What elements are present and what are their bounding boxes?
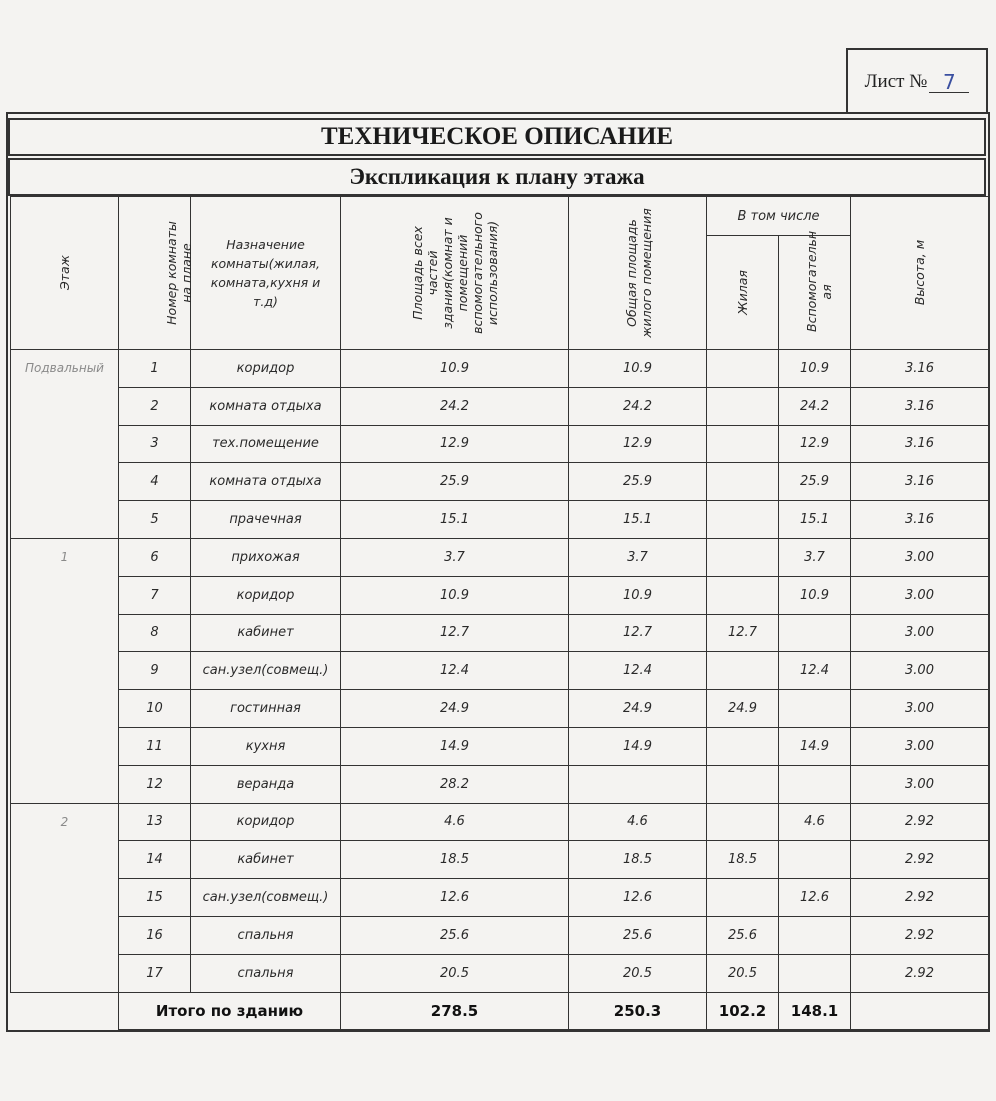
aux-area-cell: [779, 954, 851, 992]
table-row: [11, 463, 989, 501]
table-row: [11, 576, 989, 614]
totals-label: Итого по зданию: [119, 992, 341, 1030]
table-row: [11, 614, 989, 652]
height-cell: 2.92: [851, 916, 989, 954]
table-row: [11, 690, 989, 728]
floor-cell: [11, 954, 119, 992]
living-total-cell: 18.5: [569, 841, 707, 879]
room-purpose-cell: веранда: [191, 765, 341, 803]
height-cell: 3.00: [851, 652, 989, 690]
table-row: [11, 765, 989, 803]
living-area-cell: [707, 350, 779, 388]
header-including: В том числе: [707, 197, 851, 236]
header-living: Жилая: [707, 236, 779, 350]
aux-area-cell: [779, 614, 851, 652]
aux-area-cell: 15.1: [779, 501, 851, 539]
header-auxiliary: Вспомогательн ая: [779, 236, 851, 350]
room-number-cell: 5: [119, 501, 191, 539]
room-purpose-cell: коридор: [191, 803, 341, 841]
sheet-label: Лист №: [864, 71, 928, 92]
aux-area-cell: [779, 765, 851, 803]
height-cell: 3.16: [851, 463, 989, 501]
room-purpose-cell: комната отдыха: [191, 463, 341, 501]
room-number-cell: 15: [119, 879, 191, 917]
total-area-cell: 12.9: [341, 425, 569, 463]
total-area-cell: 3.7: [341, 538, 569, 576]
table-row: [11, 425, 989, 463]
room-purpose-cell: кухня: [191, 727, 341, 765]
living-total-cell: 4.6: [569, 803, 707, 841]
floor-cell: [11, 690, 119, 728]
floor-cell: [11, 576, 119, 614]
header-height: Высота, м: [851, 197, 989, 350]
table-row: [11, 727, 989, 765]
living-total-cell: 24.9: [569, 690, 707, 728]
floor-cell: [11, 425, 119, 463]
height-cell: 3.00: [851, 727, 989, 765]
living-total-cell: 12.7: [569, 614, 707, 652]
living-total-cell: [569, 765, 707, 803]
totals-living: 102.2: [707, 992, 779, 1030]
living-total-cell: 15.1: [569, 501, 707, 539]
table-row: [11, 538, 989, 576]
table-row: [11, 652, 989, 690]
totals-aux: 148.1: [779, 992, 851, 1030]
height-cell: 2.92: [851, 803, 989, 841]
floor-cell: 2: [11, 803, 119, 841]
floor-cell: [11, 841, 119, 879]
room-number-cell: 7: [119, 576, 191, 614]
aux-area-cell: 4.6: [779, 803, 851, 841]
living-area-cell: 25.6: [707, 916, 779, 954]
room-purpose-cell: сан.узел(совмещ.): [191, 879, 341, 917]
aux-area-cell: 12.9: [779, 425, 851, 463]
total-area-cell: 18.5: [341, 841, 569, 879]
floor-cell: [11, 765, 119, 803]
aux-area-cell: 24.2: [779, 387, 851, 425]
living-total-cell: 12.4: [569, 652, 707, 690]
floor-cell: Подвальный: [11, 350, 119, 388]
total-area-cell: 12.7: [341, 614, 569, 652]
document-title: ТЕХНИЧЕСКОЕ ОПИСАНИЕ: [8, 118, 986, 156]
living-total-cell: 12.9: [569, 425, 707, 463]
totals-living-total: 250.3: [569, 992, 707, 1030]
room-number-cell: 13: [119, 803, 191, 841]
living-area-cell: [707, 387, 779, 425]
living-total-cell: 10.9: [569, 350, 707, 388]
living-area-cell: [707, 501, 779, 539]
table-row: [11, 841, 989, 879]
room-purpose-cell: спальня: [191, 954, 341, 992]
room-purpose-cell: комната отдыха: [191, 387, 341, 425]
floor-cell: [11, 916, 119, 954]
height-cell: 2.92: [851, 879, 989, 917]
room-number-cell: 8: [119, 614, 191, 652]
total-area-cell: 15.1: [341, 501, 569, 539]
total-area-cell: 14.9: [341, 727, 569, 765]
room-number-cell: 3: [119, 425, 191, 463]
living-total-cell: 25.6: [569, 916, 707, 954]
room-purpose-cell: кабинет: [191, 614, 341, 652]
aux-area-cell: 10.9: [779, 350, 851, 388]
living-area-cell: [707, 765, 779, 803]
table-row: [11, 387, 989, 425]
floor-cell: [11, 727, 119, 765]
aux-area-cell: 25.9: [779, 463, 851, 501]
living-area-cell: 20.5: [707, 954, 779, 992]
aux-area-cell: 12.6: [779, 879, 851, 917]
header-floor: Этаж: [11, 197, 119, 350]
total-area-cell: 10.9: [341, 576, 569, 614]
living-total-cell: 3.7: [569, 538, 707, 576]
living-total-cell: 12.6: [569, 879, 707, 917]
total-area-cell: 4.6: [341, 803, 569, 841]
height-cell: 3.16: [851, 387, 989, 425]
table-row: [11, 350, 989, 388]
total-area-cell: 25.9: [341, 463, 569, 501]
floor-cell: [11, 614, 119, 652]
room-number-cell: 9: [119, 652, 191, 690]
document-subtitle: Экспликация к плану этажа: [8, 158, 986, 196]
floor-cell: 1: [11, 538, 119, 576]
living-area-cell: [707, 576, 779, 614]
totals-height: [851, 992, 989, 1030]
floor-cell: [11, 387, 119, 425]
living-area-cell: 24.9: [707, 690, 779, 728]
living-area-cell: 18.5: [707, 841, 779, 879]
living-area-cell: [707, 463, 779, 501]
height-cell: 3.00: [851, 576, 989, 614]
aux-area-cell: 12.4: [779, 652, 851, 690]
totals-total-area: 278.5: [341, 992, 569, 1030]
floor-cell: [11, 463, 119, 501]
total-area-cell: 25.6: [341, 916, 569, 954]
room-number-cell: 6: [119, 538, 191, 576]
room-purpose-cell: сан.узел(совмещ.): [191, 652, 341, 690]
totals-blank: [11, 992, 119, 1030]
room-number-cell: 12: [119, 765, 191, 803]
room-number-cell: 2: [119, 387, 191, 425]
room-purpose-cell: спальня: [191, 916, 341, 954]
explication-table: [10, 196, 989, 1030]
height-cell: 3.16: [851, 425, 989, 463]
aux-area-cell: 14.9: [779, 727, 851, 765]
room-number-cell: 10: [119, 690, 191, 728]
living-area-cell: [707, 652, 779, 690]
table-row: [11, 879, 989, 917]
room-number-cell: 16: [119, 916, 191, 954]
room-number-cell: 4: [119, 463, 191, 501]
table-row: [11, 916, 989, 954]
total-area-cell: 24.2: [341, 387, 569, 425]
header-total-area: Площадь всех частей здания(комнат и помещений вспомогательного использования): [341, 197, 569, 350]
height-cell: 3.00: [851, 690, 989, 728]
height-cell: 3.00: [851, 765, 989, 803]
room-purpose-cell: коридор: [191, 576, 341, 614]
table-row: [11, 501, 989, 539]
living-total-cell: 25.9: [569, 463, 707, 501]
living-total-cell: 24.2: [569, 387, 707, 425]
room-purpose-cell: коридор: [191, 350, 341, 388]
living-area-cell: [707, 803, 779, 841]
aux-area-cell: 3.7: [779, 538, 851, 576]
height-cell: 3.16: [851, 350, 989, 388]
living-area-cell: [707, 879, 779, 917]
totals-row: [11, 992, 989, 1030]
room-number-cell: 11: [119, 727, 191, 765]
living-total-cell: 20.5: [569, 954, 707, 992]
room-purpose-cell: прихожая: [191, 538, 341, 576]
floor-cell: [11, 652, 119, 690]
living-total-cell: 10.9: [569, 576, 707, 614]
room-purpose-cell: кабинет: [191, 841, 341, 879]
floor-cell: [11, 501, 119, 539]
room-purpose-cell: гостинная: [191, 690, 341, 728]
total-area-cell: 12.6: [341, 879, 569, 917]
table-row: [11, 803, 989, 841]
height-cell: 3.16: [851, 501, 989, 539]
room-purpose-cell: тех.помещение: [191, 425, 341, 463]
total-area-cell: 20.5: [341, 954, 569, 992]
room-purpose-cell: прачечная: [191, 501, 341, 539]
table-row: [11, 954, 989, 992]
living-area-cell: [707, 538, 779, 576]
header-purpose: Назначение комнаты(жилая, комната,кухня и т.д): [191, 197, 341, 350]
floor-cell: [11, 879, 119, 917]
living-total-cell: 14.9: [569, 727, 707, 765]
sheet-number-box: [846, 48, 988, 114]
living-area-cell: 12.7: [707, 614, 779, 652]
height-cell: 3.00: [851, 538, 989, 576]
total-area-cell: 10.9: [341, 350, 569, 388]
height-cell: 2.92: [851, 841, 989, 879]
living-area-cell: [707, 425, 779, 463]
aux-area-cell: [779, 841, 851, 879]
header-living-total: Общая площадь жилого помещения: [569, 197, 707, 350]
header-room-number: Номер комнаты на плане: [119, 197, 191, 350]
aux-area-cell: [779, 916, 851, 954]
height-cell: 2.92: [851, 954, 989, 992]
room-number-cell: 14: [119, 841, 191, 879]
room-number-cell: 17: [119, 954, 191, 992]
total-area-cell: 12.4: [341, 652, 569, 690]
height-cell: 3.00: [851, 614, 989, 652]
aux-area-cell: 10.9: [779, 576, 851, 614]
living-area-cell: [707, 727, 779, 765]
room-number-cell: 1: [119, 350, 191, 388]
total-area-cell: 24.9: [341, 690, 569, 728]
aux-area-cell: [779, 690, 851, 728]
total-area-cell: 28.2: [341, 765, 569, 803]
sheet-number: 7: [929, 72, 969, 93]
